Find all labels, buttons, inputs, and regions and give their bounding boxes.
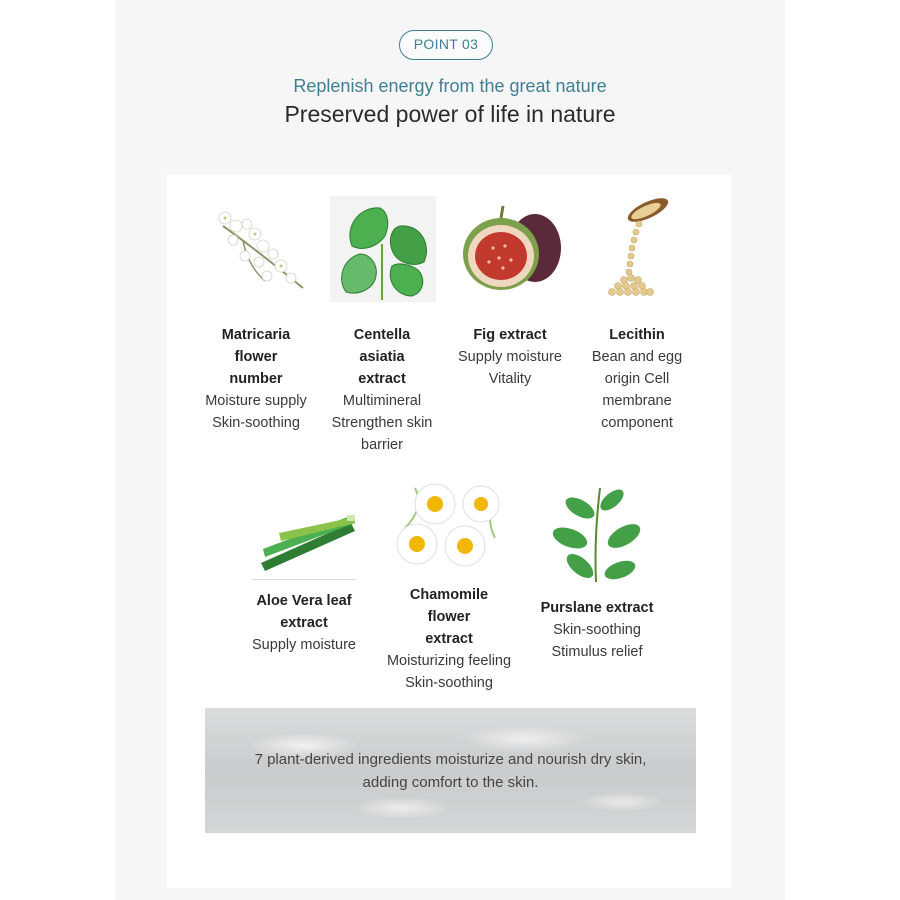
ingredient-desc: Multimineral xyxy=(342,393,422,409)
summary-text xyxy=(205,748,696,794)
ingredient-desc: Bean and egg xyxy=(591,349,683,365)
ingredient-chamomile xyxy=(374,584,524,694)
ingredient-name: flower xyxy=(234,349,278,365)
aloe-vera-image xyxy=(251,483,357,580)
ingredient-desc: Supply moisture xyxy=(458,349,562,365)
lecithin-beans-image xyxy=(584,196,690,302)
ingredient-desc: Skin-soothing xyxy=(212,415,300,431)
ingredient-desc: barrier xyxy=(361,437,403,453)
ingredient-centella xyxy=(316,324,448,456)
ingredient-name: flower xyxy=(427,609,471,625)
section-title: Preserved power of life in nature xyxy=(284,101,616,127)
ingredient-name: extract xyxy=(280,615,328,631)
ingredient-desc: Strengthen skin xyxy=(331,415,433,431)
summary-line: 7 plant-derived ingredients moisturize and nourish dry skin, xyxy=(254,751,647,768)
ingredient-name: Chamomile xyxy=(409,587,489,603)
section-subtitle: Replenish energy from the great nature xyxy=(293,76,607,96)
ingredient-desc: membrane xyxy=(602,393,672,409)
ingredient-matricaria xyxy=(190,324,322,434)
matricaria-flower-image xyxy=(203,196,309,302)
ingredient-desc: Vitality xyxy=(488,371,532,387)
ingredient-name: extract xyxy=(358,371,406,387)
ingredient-name: Centella xyxy=(353,327,411,343)
ingredient-name: Lecithin xyxy=(609,327,665,343)
ingredient-desc: Skin-soothing xyxy=(553,622,641,638)
chamomile-flowers-image xyxy=(395,468,505,578)
ingredient-desc: origin Cell xyxy=(604,371,670,387)
ingredient-name: Purslane extract xyxy=(540,600,654,616)
ingredient-fig xyxy=(444,324,576,390)
purslane-leaves-image xyxy=(540,478,652,588)
ingredient-desc: Moisture supply xyxy=(205,393,307,409)
ingredient-desc: component xyxy=(601,415,673,431)
ingredient-name: extract xyxy=(425,631,473,647)
ingredient-desc: Supply moisture xyxy=(252,637,356,653)
water-texture-banner xyxy=(205,708,696,833)
ingredient-name: Fig extract xyxy=(473,327,547,343)
centella-leaf-image xyxy=(330,196,436,302)
ingredient-name: number xyxy=(229,371,283,387)
ingredient-name: asiatia xyxy=(359,349,405,365)
ingredient-name: Aloe Vera leaf xyxy=(256,593,352,609)
ingredient-aloe-vera xyxy=(238,590,370,656)
summary-line: adding comfort to the skin. xyxy=(362,774,539,791)
ingredient-name: Matricaria xyxy=(221,327,291,343)
ingredient-desc: Stimulus relief xyxy=(551,644,643,660)
ingredient-lecithin xyxy=(571,324,703,434)
ingredient-desc: Moisturizing feeling xyxy=(386,653,512,669)
ingredient-purslane xyxy=(526,597,668,663)
fig-image xyxy=(457,196,563,302)
point-badge: POINT 03 xyxy=(399,30,493,60)
ingredient-desc: Skin-soothing xyxy=(405,675,493,691)
